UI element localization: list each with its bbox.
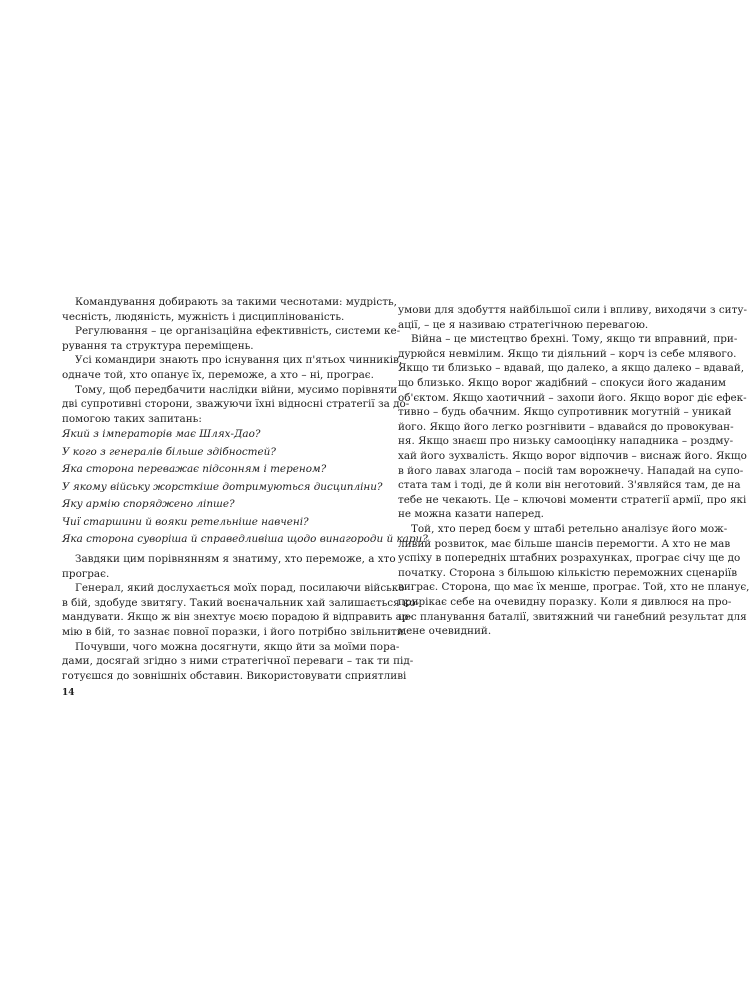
text-line: мене очевидний. [398,625,492,638]
text-line: готуєшся до зовнішніх обставин. Використовувати сприятливі [62,669,407,682]
text-line: успіху в попередніх штабних розрахунках, програє січу ще до [398,552,741,565]
text-line: Командування добирають за такими чеснотами: мудрість, [75,296,397,308]
text-line: Усі командири знають про існування цих п'ятьох чинників, [75,354,403,367]
text-line: не можна казати наперед. [398,508,544,521]
text-line: програє. [62,567,110,580]
text-line: Той, хто перед боєм у штабі ретельно аналізує його мож- [411,523,728,535]
question-line: Яка сторона переважає підсонням і тереном? [62,463,327,475]
text-line: що близько. Якщо ворог жадібний – спокуси його жаданим [398,377,726,389]
text-line: Завдяки цим порівнянням я знатиму, хто переможе, а хто [75,553,396,565]
text-line: ня. Якщо знаєш про низьку самооцінку нападника – роздму- [398,435,734,448]
question-line: Який з імператорів має Шлях-Дао? [62,428,261,440]
text-line: цес планування баталії, звитяжний чи ганебний результат для [398,610,747,623]
text-line: тивно – будь обачним. Якщо супротивник могутній – уникай [398,406,732,419]
text-line: мандувати. Якщо ж він знехтує моєю порадою й відправить ар- [62,611,412,624]
text-line: Регулювання – це організаційна ефективність, системи ке- [75,325,401,338]
text-line: в бій, здобуде звитягу. Такий воєначальник хай залишається ко- [62,596,420,609]
text-line: чесність, людяність, мужність і дисциплінованість. [62,310,345,323]
text-line: стата там і тоді, де й коли він неготовий. З'являйся там, де на [398,479,741,492]
text-line: тебе не чекають. Це – ключові моменти стратегії армії, про які [398,493,747,506]
text-line: прирікає себе на очевидну поразку. Коли я дивлюся на про- [398,596,732,608]
text-line: Генерал, який дослухається моїх порад, посилаючи військо [75,582,405,595]
text-line: Війна – це мистецтво брехні. Тому, якщо ти вправний, при- [411,333,738,346]
question-line: У якому війську жорсткіше дотримуються дисципліни? [62,480,383,493]
text-line: в його лавах злагода – посій там ворожнечу. Нападай на супо- [398,464,744,477]
page-number: 14 [62,688,75,698]
question-line: Яка сторона суворіша й справедливіша щодо винагороди й кари? [62,533,428,545]
text-line: умови для здобуття найбільшої сили і впливу, виходячи з ситу- [398,304,747,316]
text-line: дурюйся невмілим. Якщо ти діяльний – корч із себе млявого. [398,347,737,360]
text-line: ливий розвиток, має більше шансів перемогти. А хто не мав [398,537,731,550]
question-line: Чиї старшини й вояки ретельніше навчені? [62,515,309,528]
text-line: Тому, щоб передбачити наслідки війни, мусимо порівняти [75,383,398,396]
text-line: об'єктом. Якщо хаотичний – захопи його. Якщо ворог діє ефек- [398,391,747,404]
text-line: одначе той, хто опанує їх, переможе, а хто – ні, програє. [62,369,374,381]
text-line: помогою таких запитань: [62,412,202,425]
text-line: початку. Сторона з більшою кількістю переможних сценаріїв [398,566,738,579]
question-line: Яку армію споряджено ліпше? [62,498,235,510]
text-line: ації, – це я називаю стратегічною перевагою. [398,318,649,331]
text-line: виграє. Сторона, що має їх менше, програє. Той, хто не планує, [398,581,749,594]
text-line: мію в бій, то зазнає повної поразки, і його потрібно звільнити. [62,626,408,638]
text-line: Почувши, чого можна досягнути, якщо йти за моїми пора- [75,640,400,653]
text-line: дами, досягай згідно з ними стратегічної переваги – так ти під- [62,655,414,668]
question-line: У кого з генералів більше здібностей? [62,445,276,458]
text-line: Якщо ти близько – вдавай, що далеко, а якщо далеко – вдавай, [398,362,745,375]
text-line: хай його зухвалість. Якщо ворог відпочив – виснаж його. Якщо [398,450,747,462]
text-line: рування та структура переміщень. [62,339,254,352]
text-line: його. Якщо його легко розгнівити – вдавайся до провокуван- [398,420,734,433]
text-line: дві супротивні сторони, зважуючи їхні відносні стратегії за до- [62,398,410,411]
